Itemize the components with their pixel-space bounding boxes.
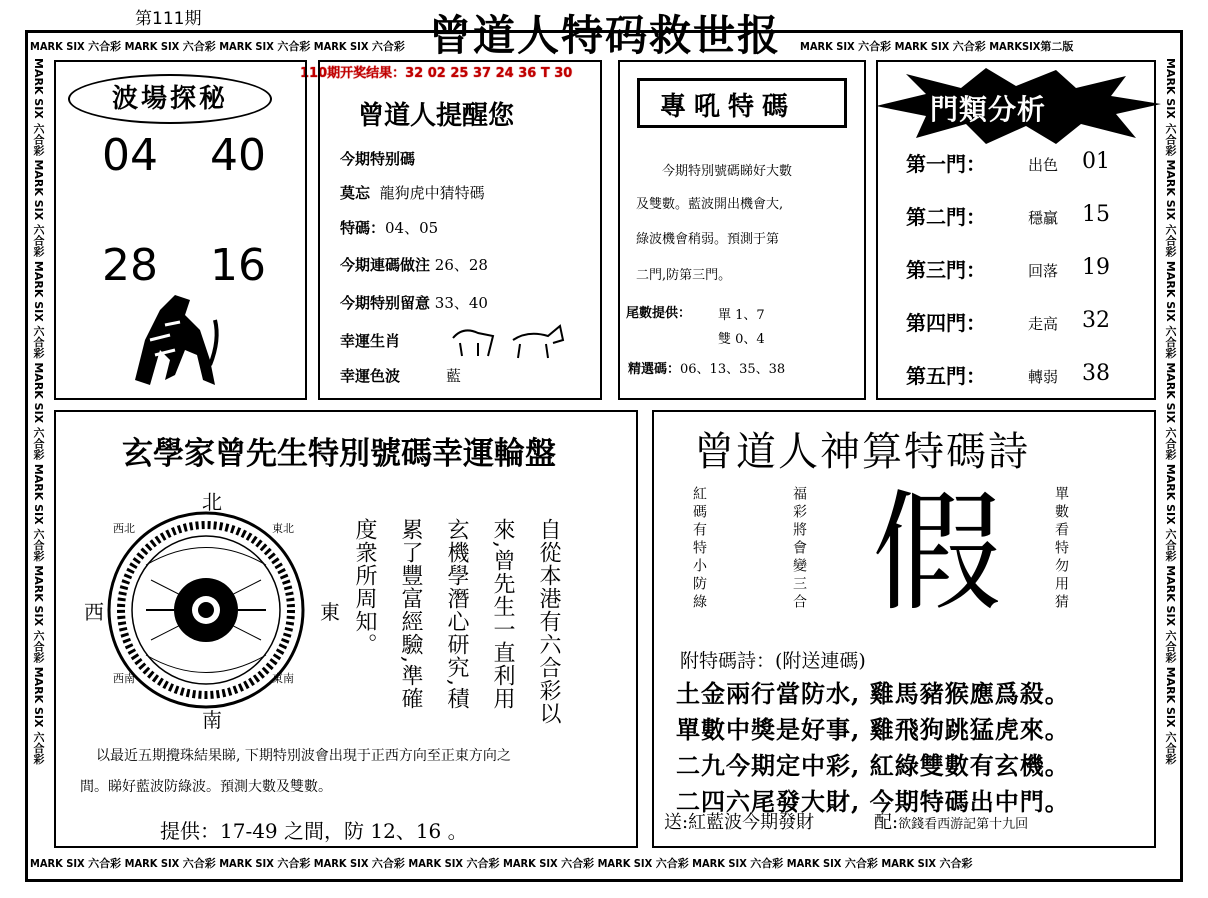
pick-line: 精選碼：06、13、35、38 bbox=[628, 362, 786, 377]
ring-label: 東南 bbox=[272, 672, 294, 685]
poem-line: 二四六尾發大財, 今期特碼出中門。 bbox=[676, 787, 1070, 816]
gate-row: 第四門： 走高 32 bbox=[906, 308, 1110, 335]
tail-value: 單 1、7 bbox=[718, 308, 765, 323]
gates-title: 門類分析 bbox=[930, 93, 1047, 126]
wheel-text-column: 度衆所周知。 bbox=[352, 518, 377, 656]
poem-big-character: 假 bbox=[872, 477, 1003, 629]
reminder-line: 特碼：04、05 bbox=[340, 219, 439, 237]
previous-results: 110期开奖结果：32 02 25 37 24 36 T 30 bbox=[300, 66, 573, 81]
compass-south: 南 bbox=[202, 708, 222, 732]
gate-row: 第五門： 轉弱 38 bbox=[906, 361, 1110, 388]
ring-label: 東北 bbox=[272, 522, 294, 535]
compass-north: 北 bbox=[202, 490, 222, 514]
gates-list bbox=[906, 148, 1146, 413]
wave-title: 波場探秘 bbox=[68, 74, 272, 124]
top-banner-right: MARK SIX 六合彩 MARK SIX 六合彩 MARKSIX第二版 bbox=[800, 40, 1074, 53]
wheel-text-column: 玄機學潛心研究,積 bbox=[444, 518, 469, 710]
wave-number: 04 bbox=[102, 130, 158, 181]
gate-row: 第一門： 出色 01 bbox=[906, 149, 1110, 176]
gate-row: 第二門： 穩贏 15 bbox=[906, 202, 1110, 229]
compass-west: 西 bbox=[84, 600, 104, 624]
wheel-note: 以最近五期攪珠結果睇, 下期特別波會出現于正西方向至正東方向之 bbox=[96, 748, 511, 764]
tiger-illustration bbox=[115, 280, 225, 395]
reminder-line: 今期特别碼 bbox=[340, 150, 416, 168]
right-banner: MARK SIX 六合彩 MARK SIX 六合彩 MARK SIX 六合彩 MARK SIX 六合彩 MARK SIX 六合彩 MARK SIX 六合彩 MARK SIX 六合彩 bbox=[1164, 58, 1177, 765]
gate-row: 第三門： 回落 19 bbox=[906, 255, 1110, 282]
wave-number: 28 bbox=[102, 240, 158, 291]
wheel-provide: 提供：17-49 之間，防 12、16 。 bbox=[160, 819, 468, 843]
reminder-title: 曾道人提醒您 bbox=[358, 101, 515, 131]
reminder-line: 今期連碼做注 26、28 bbox=[340, 256, 488, 274]
poem-title: 曾道人神算特碼詩 bbox=[694, 429, 1030, 475]
poem-match: 配:欲錢看西游記第十九回 bbox=[874, 812, 1029, 833]
wheel-vertical-text bbox=[350, 518, 562, 728]
special-text: 今期特別號碼睇好大數 bbox=[662, 164, 793, 179]
poem-column: 單數看特勿用猜 bbox=[1053, 486, 1069, 612]
poem-column: 福彩將會變三合 bbox=[791, 486, 807, 612]
wheel-text-column: 累了豐富經驗,準確 bbox=[398, 518, 423, 710]
wheel-title: 玄學家曾先生特別號碼幸運輪盤 bbox=[122, 436, 556, 472]
compass-east: 東 bbox=[320, 600, 340, 624]
wheel-note: 間。睇好藍波防綠波。預測大數及雙數。 bbox=[80, 779, 332, 795]
poem-subtitle: 附特碼詩：(附送連碼) bbox=[680, 650, 866, 672]
special-title: 專吼特碼 bbox=[660, 92, 797, 122]
reminder-line: 莫忘 龍狗虎中猜特碼 bbox=[340, 184, 485, 202]
zodiac-animals-illustration bbox=[448, 318, 568, 360]
left-banner: MARK SIX 六合彩 MARK SIX 六合彩 MARK SIX 六合彩 MARK SIX 六合彩 MARK SIX 六合彩 MARK SIX 六合彩 MARK SIX 六合彩 bbox=[32, 58, 45, 765]
wheel-text-column: 來,曾先生一直利用 bbox=[490, 518, 515, 710]
poem-column: 紅碼有特小防綠 bbox=[691, 486, 707, 612]
reminder-line: 幸運色波 藍 bbox=[340, 367, 462, 385]
tail-label: 尾數提供： bbox=[626, 306, 692, 321]
poem-send: 送:紅藍波今期發財 bbox=[664, 812, 815, 833]
wave-number: 16 bbox=[210, 240, 266, 291]
wheel-text-column: 自從本港有六合彩以 bbox=[536, 518, 561, 725]
reminder-line: 今期特别留意 33、40 bbox=[340, 294, 488, 312]
poem-lines bbox=[676, 676, 1070, 820]
page-title: 曾道人特码救世报 bbox=[428, 11, 781, 60]
poem-line: 二九今期定中彩, 紅綠雙數有玄機。 bbox=[676, 751, 1070, 780]
reminder-line: 幸運生肖 bbox=[340, 332, 401, 350]
bottom-banner: MARK SIX 六合彩 MARK SIX 六合彩 MARK SIX 六合彩 MARK SIX 六合彩 MARK SIX 六合彩 MARK SIX 六合彩 MARK SIX 六合彩 MARK SIX 六合彩 MARK SIX 六合彩 MARK SIX 六合彩 bbox=[30, 857, 973, 870]
poem-line: 土金兩行當防水, 雞馬豬猴應爲殺。 bbox=[676, 679, 1070, 708]
top-banner-left: MARK SIX 六合彩 MARK SIX 六合彩 MARK SIX 六合彩 MARK SIX 六合彩 bbox=[30, 40, 405, 53]
tail-value: 雙 0、4 bbox=[718, 332, 765, 347]
ring-label: 西北 bbox=[113, 522, 135, 535]
special-text: 及雙數。藍波開出機會大, bbox=[636, 197, 784, 212]
poem-line: 單數中獎是好事, 雞飛狗跳猛虎來。 bbox=[676, 715, 1070, 744]
ring-label: 西南 bbox=[113, 672, 135, 685]
fortune-wheel bbox=[106, 510, 306, 710]
special-text: 綠波機會稍弱。預測于第 bbox=[636, 232, 780, 247]
special-text: 二門,防第三門。 bbox=[636, 268, 732, 283]
issue-number: 第111期 bbox=[135, 9, 202, 29]
wave-number: 40 bbox=[210, 130, 266, 181]
